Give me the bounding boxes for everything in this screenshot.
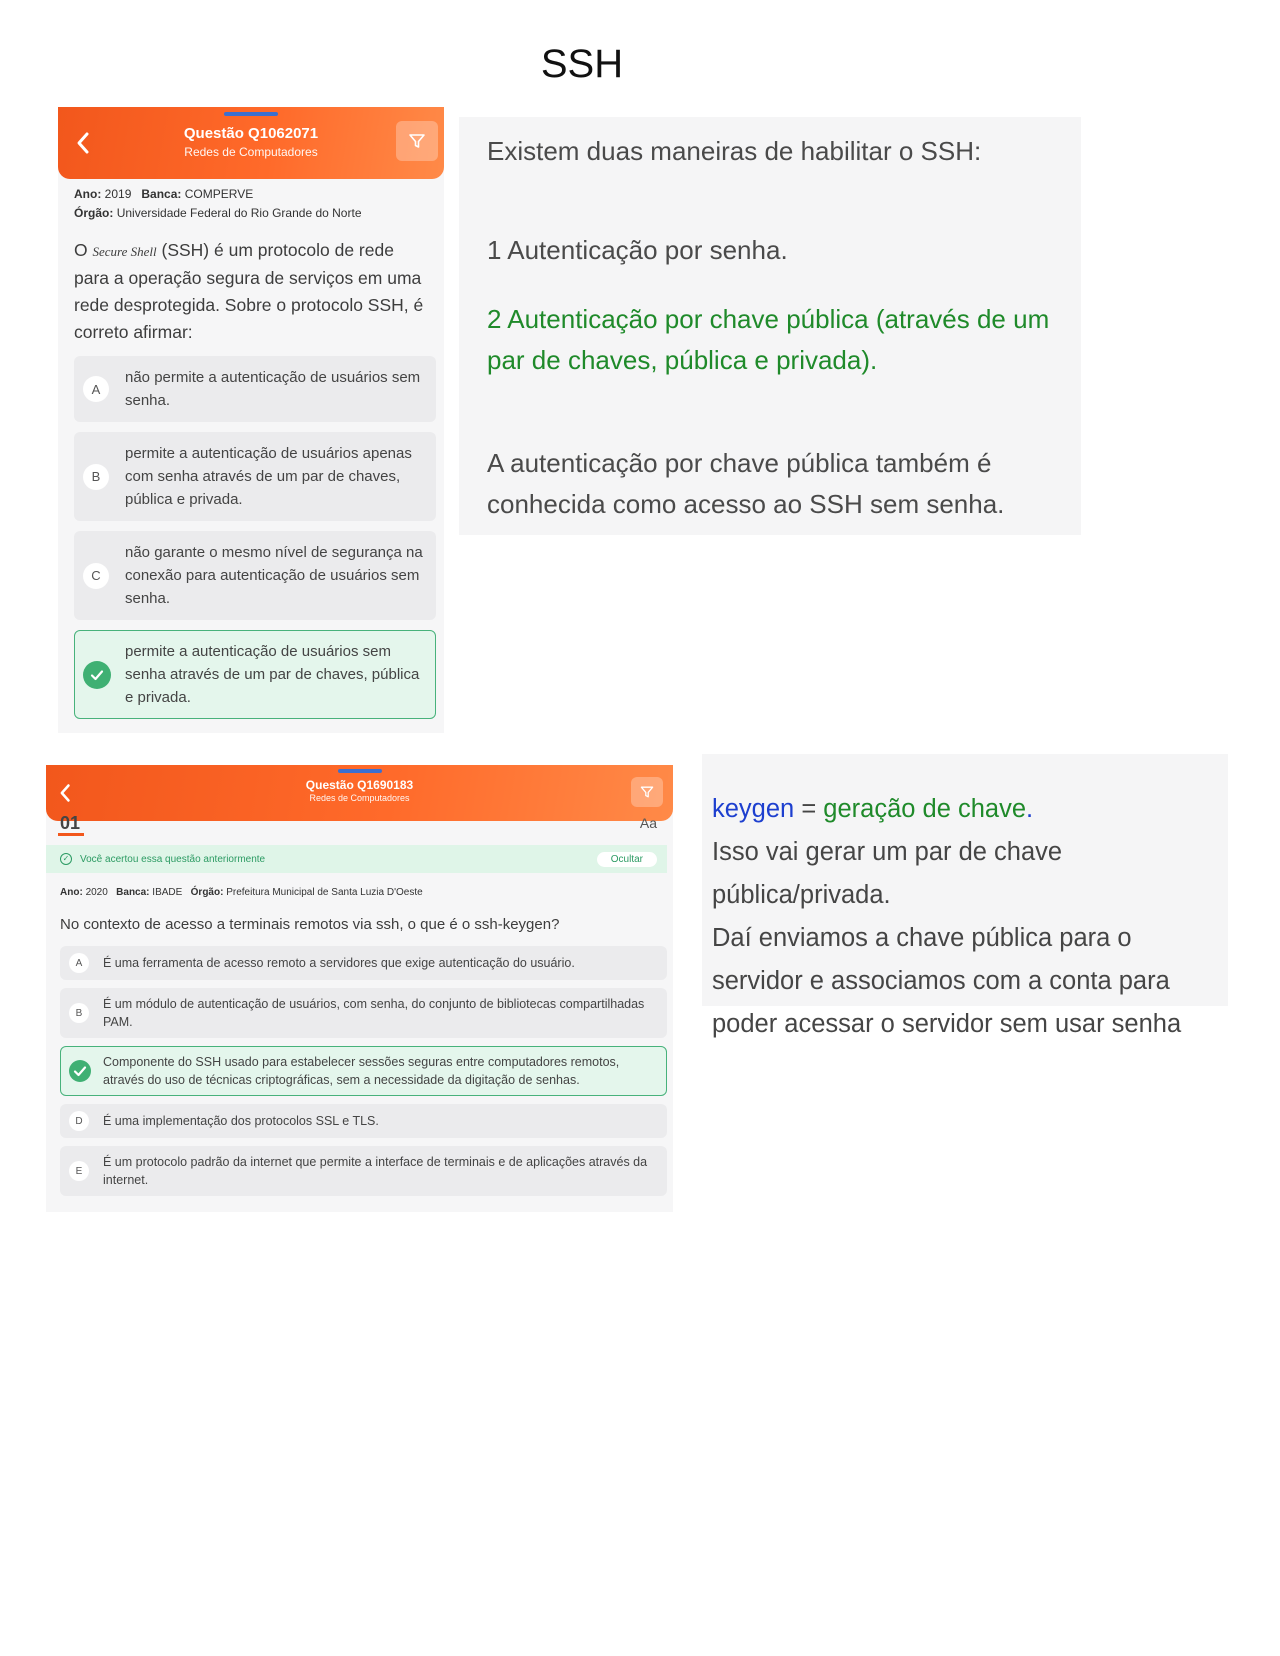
option-letter: B: [83, 464, 109, 490]
correct-check-icon: [83, 661, 111, 689]
option-text: É uma implementação dos protocolos SSL e TLS.: [103, 1114, 379, 1128]
banner-text: Você acertou essa questão anteriormente: [80, 853, 266, 865]
question-counter-row: [46, 813, 673, 839]
note-item-password: 1 Autenticação por senha.: [487, 235, 788, 265]
hide-banner-button[interactable]: Ocultar: [597, 852, 657, 867]
question-meta: Ano: 2019 Banca: COMPERVE Órgão: Universidade Federal do Rio Grande do Norte: [74, 187, 362, 220]
question-header: [58, 107, 444, 179]
answer-option[interactable]: [60, 1046, 667, 1096]
option-text: É uma ferramenta de acesso remoto a servidores que exige autenticação do usuário.: [103, 956, 575, 970]
year-value: 2019: [104, 187, 132, 201]
option-text: É um módulo de autenticação de usuários, com senha, do conjunto de bibliotecas compartilhadas PAM.: [103, 997, 645, 1029]
question-title: Questão Q1062071: [183, 125, 319, 142]
note-footer: A autenticação por chave pública também é conhecida como acesso ao SSH sem senha.: [487, 448, 1005, 519]
note-line: Isso vai gerar um par de chave pública/privada.: [712, 838, 1063, 909]
orgao-value: Universidade Federal do Rio Grande do Norte: [116, 206, 362, 220]
option-text: Componente do SSH usado para estabelecer sessões seguras entre computadores remotos, através do uso de técnicas criptográficas, sem a necessidade da digitação de senhas.: [103, 1055, 620, 1087]
options-list: [46, 946, 673, 1196]
option-letter: B: [69, 1003, 89, 1023]
correct-check-icon: [69, 1060, 91, 1082]
answer-option[interactable]: [60, 988, 667, 1038]
question-card-2: [46, 765, 673, 1212]
option-letter: E: [69, 1161, 89, 1181]
filter-button[interactable]: [396, 121, 438, 161]
note-ssh-methods: [459, 117, 1081, 535]
filter-icon: [407, 131, 427, 151]
question-subject: Redes de Computadores: [184, 145, 318, 159]
answered-banner: [46, 845, 667, 873]
font-size-button[interactable]: Aa: [639, 815, 657, 831]
answer-option[interactable]: [74, 630, 436, 719]
option-text: permite a autenticação de usuários sem senha através de um par de chaves, pública e privada.: [125, 643, 420, 706]
note-heading: Existem duas maneiras de habilitar o SSH:: [487, 136, 982, 166]
question-stem: O Secure Shell (SSH) é um protocolo de rede para a operação segura de serviços em uma rede desprotegida. Sobre o protocolo SSH, é correto afirmar:: [74, 240, 424, 342]
note-item-public-key: 2 Autenticação por chave pública (através de um par de chaves, pública e privada).: [487, 304, 1050, 375]
filter-icon: [639, 784, 655, 800]
question-title: Questão Q1690183: [305, 778, 414, 792]
answer-option[interactable]: [60, 1104, 667, 1138]
answer-option[interactable]: [74, 432, 436, 521]
question-meta: Ano: 2020 Banca: IBADE Órgão: Prefeitura Municipal de Santa Luzia D'Oeste: [60, 887, 423, 898]
filter-button[interactable]: [631, 777, 663, 807]
option-letter: A: [83, 376, 109, 402]
page-title: SSH: [540, 42, 624, 86]
question-card-1: [58, 107, 444, 733]
option-text: não garante o mesmo nível de segurança na conexão para autenticação de usuários sem senha.: [125, 544, 423, 607]
option-letter: A: [69, 953, 89, 973]
banca-value: COMPERVE: [184, 187, 254, 201]
question-subject: Redes de Computadores: [309, 793, 410, 803]
option-letter: D: [69, 1111, 89, 1131]
note-keygen-definition: keygen = geração de chave.: [712, 795, 1034, 823]
question-stem: No contexto de acesso a terminais remotos via ssh, o que é o ssh-keygen?: [60, 916, 560, 933]
answer-option[interactable]: [60, 946, 667, 980]
banca-value: IBADE: [152, 887, 183, 898]
answer-option[interactable]: [60, 1146, 667, 1196]
answer-option[interactable]: [74, 356, 436, 422]
check-circle-icon: ✓: [60, 853, 72, 865]
orgao-value: Prefeitura Municipal de Santa Luzia D'Oeste: [226, 887, 423, 898]
question-header: [46, 765, 673, 821]
active-indicator: [58, 833, 84, 836]
note-line: Daí enviamos a chave pública para o servidor e associamos com a conta para poder acessar o servidor sem usar senha: [712, 924, 1182, 1038]
answer-option[interactable]: [74, 531, 436, 620]
question-number: 01: [60, 813, 81, 833]
drag-handle[interactable]: [338, 769, 382, 773]
option-text: não permite a autenticação de usuários sem senha.: [125, 369, 421, 409]
option-text: permite a autenticação de usuários apenas com senha através de um par de chaves, pública e privada.: [125, 445, 412, 508]
drag-handle[interactable]: [224, 112, 278, 116]
option-letter: C: [83, 563, 109, 589]
note-keygen: [702, 754, 1228, 1038]
option-text: É um protocolo padrão da internet que permite a interface de terminais e de aplicações através da internet.: [103, 1155, 648, 1187]
options-list: [58, 356, 444, 719]
year-value: 2020: [85, 887, 108, 898]
